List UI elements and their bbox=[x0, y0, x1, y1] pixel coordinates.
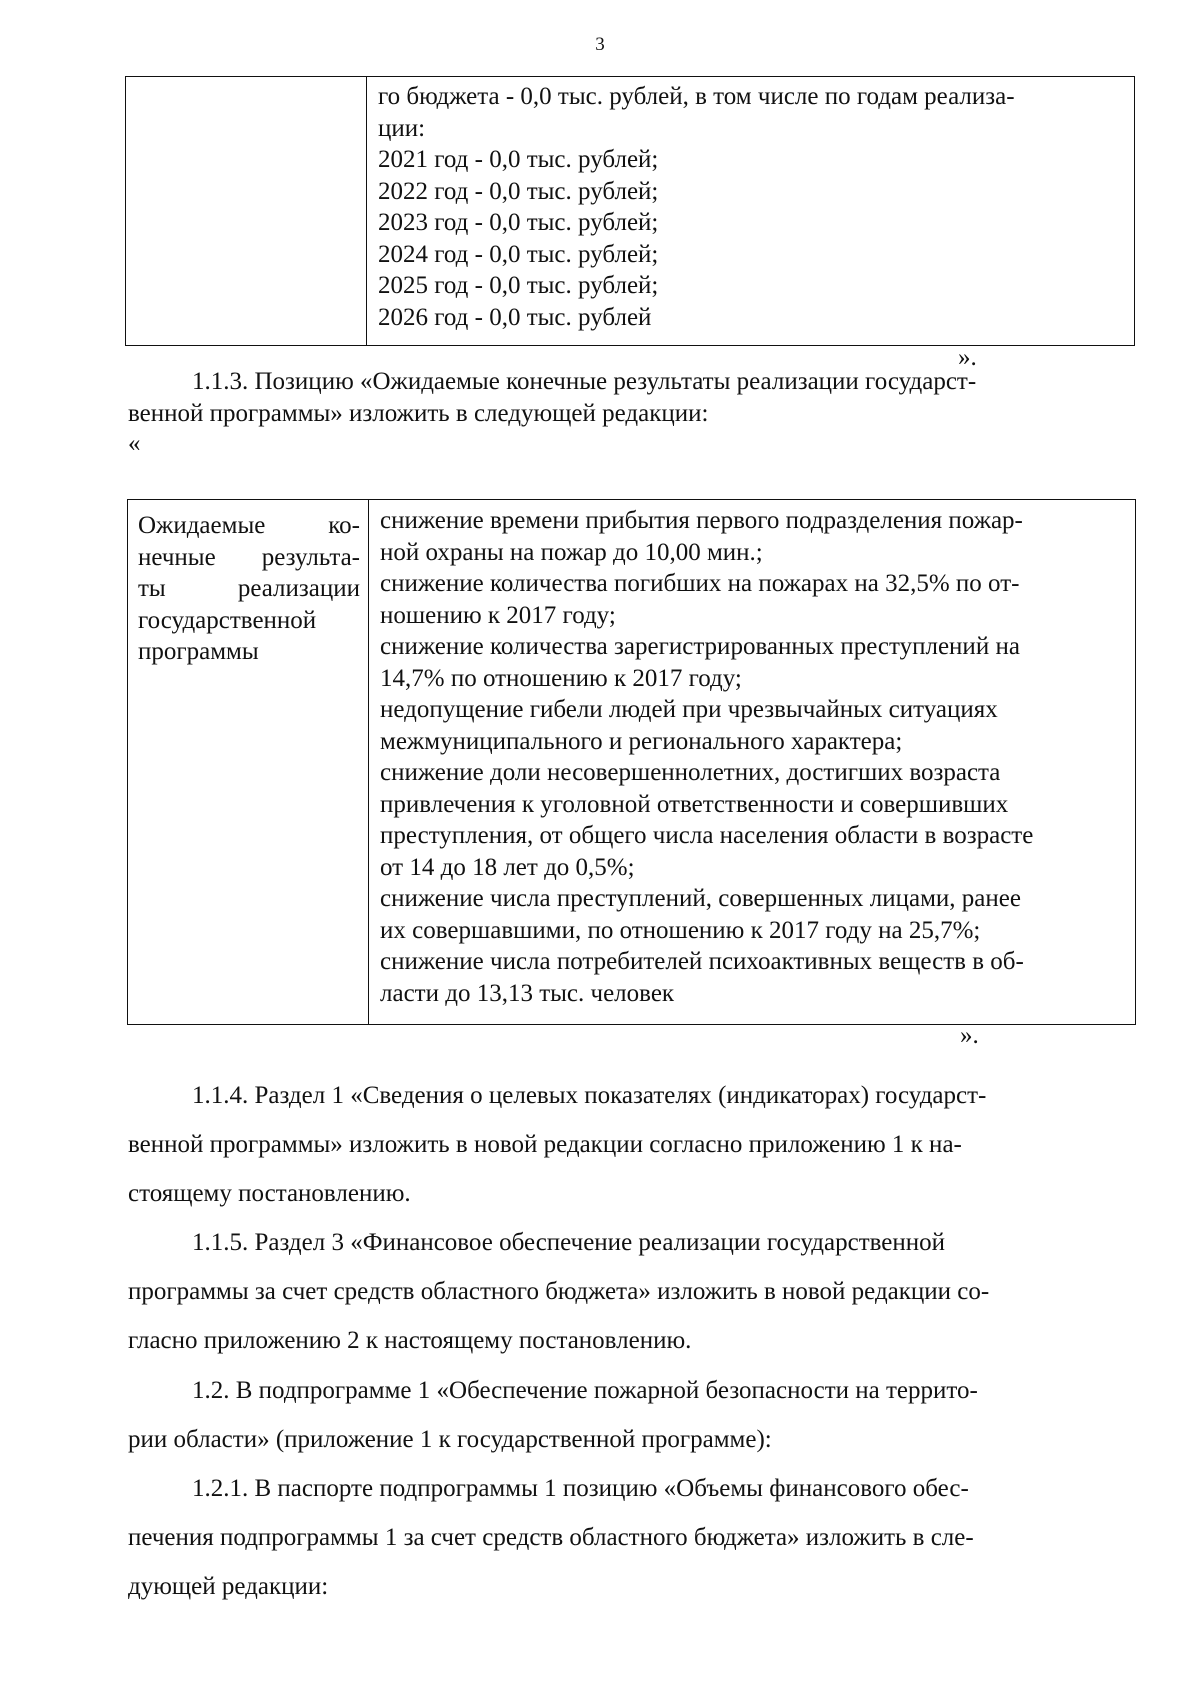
table-line: 14,7% по отношению к 2017 году; bbox=[380, 664, 742, 692]
paragraph-line: 1.2.1. В паспорте подпрограммы 1 позицию «Объемы финансового обес- bbox=[192, 1475, 969, 1502]
paragraph-1-1-4 bbox=[128, 1071, 986, 1218]
paragraph-1-1-3 bbox=[128, 366, 976, 430]
paragraph-line: венной программы» изложить в следующей редакции: bbox=[128, 400, 709, 427]
table-line: ной охраны на пожар до 10,00 мин.; bbox=[380, 538, 763, 566]
table-value-cell bbox=[367, 77, 1015, 345]
table-line: снижение количества погибших на пожарах на 32,5% по от- bbox=[380, 570, 1020, 597]
table-line: снижение количества зарегистрированных преступлений на bbox=[380, 633, 1020, 660]
paragraph-line: 1.1.5. Раздел 3 «Финансовое обеспечение реализации государственной bbox=[192, 1229, 946, 1256]
table-line: снижение доли несовершеннолетних, достигших возраста bbox=[380, 759, 1001, 786]
funding-table bbox=[125, 76, 1135, 346]
table-line: преступления, от общего числа населения области в возрасте bbox=[380, 822, 1034, 849]
table-line: 2024 год - 0,0 тыс. рублей; bbox=[378, 240, 659, 268]
table-label-line: ты реализации bbox=[138, 575, 360, 602]
table-line: ласти до 13,13 тыс. человек bbox=[380, 979, 675, 1007]
paragraph-line: дующей редакции: bbox=[128, 1573, 329, 1600]
table-label-line: нечные результа- bbox=[138, 543, 360, 571]
table-line: ношению к 2017 году; bbox=[380, 601, 616, 629]
table-line: их совершавшими, по отношению к 2017 году на 25,7%; bbox=[380, 916, 981, 944]
table-line: от 14 до 18 лет до 0,5%; bbox=[380, 853, 635, 881]
table-label-line: Ожидаемые ко- bbox=[138, 512, 360, 539]
table-line: ции: bbox=[378, 114, 426, 142]
table-line: 2021 год - 0,0 тыс. рублей; bbox=[378, 146, 659, 173]
table-line: го бюджета - 0,0 тыс. рублей, в том числе по годам реализа- bbox=[378, 83, 1015, 110]
page-number: 3 bbox=[595, 34, 605, 55]
table-line: привлечения к уголовной ответственности и совершивших bbox=[380, 790, 1009, 818]
table-line: межмуниципального и регионального характера; bbox=[380, 727, 903, 755]
table-line: 2025 год - 0,0 тыс. рублей; bbox=[378, 272, 659, 299]
table-value-cell bbox=[369, 500, 1033, 1024]
paragraph-line: рии области» (приложение 1 к государственной программе): bbox=[128, 1426, 772, 1453]
table-label-cell bbox=[128, 500, 369, 1024]
table-line: недопущение гибели людей при чрезвычайных ситуациях bbox=[380, 696, 998, 723]
paragraph-1-1-5 bbox=[128, 1218, 989, 1365]
paragraph-1-2-1 bbox=[128, 1464, 974, 1611]
paragraph-line: 1.2. В подпрограмме 1 «Обеспечение пожарной безопасности на террито- bbox=[192, 1377, 978, 1404]
opening-quote: « bbox=[128, 430, 141, 457]
table-label-line: государственной bbox=[138, 606, 317, 634]
paragraph-line: стоящему постановлению. bbox=[128, 1180, 411, 1207]
closing-quote: ». bbox=[958, 344, 977, 371]
results-table bbox=[127, 499, 1136, 1025]
table-line: 2026 год - 0,0 тыс. рублей bbox=[378, 303, 652, 331]
table-line: снижение времени прибытия первого подразделения пожар- bbox=[380, 507, 1023, 534]
closing-quote: ». bbox=[960, 1022, 979, 1049]
paragraph-line: программы за счет средств областного бюджета» изложить в новой редакции со- bbox=[128, 1278, 990, 1305]
table-line: 2022 год - 0,0 тыс. рублей; bbox=[378, 177, 659, 205]
paragraph-line: печения подпрограммы 1 за счет средств областного бюджета» изложить в сле- bbox=[128, 1524, 974, 1551]
paragraph-line: 1.1.4. Раздел 1 «Сведения о целевых показателях (индикаторах) государст- bbox=[192, 1082, 987, 1109]
table-line: снижение числа преступлений, совершенных лицами, ранее bbox=[380, 885, 1021, 912]
table-label-cell bbox=[126, 77, 367, 345]
paragraph-line: гласно приложению 2 к настоящему постановлению. bbox=[128, 1327, 692, 1354]
paragraph-1-2 bbox=[128, 1366, 978, 1464]
table-line: 2023 год - 0,0 тыс. рублей; bbox=[378, 209, 659, 236]
paragraph-line: венной программы» изложить в новой редакции согласно приложению 1 к на- bbox=[128, 1131, 962, 1158]
table-line: снижение числа потребителей психоактивных веществ в об- bbox=[380, 948, 1024, 975]
paragraph-line: 1.1.3. Позицию «Ожидаемые конечные результаты реализации государст- bbox=[192, 368, 977, 395]
table-label-line: программы bbox=[138, 638, 259, 665]
